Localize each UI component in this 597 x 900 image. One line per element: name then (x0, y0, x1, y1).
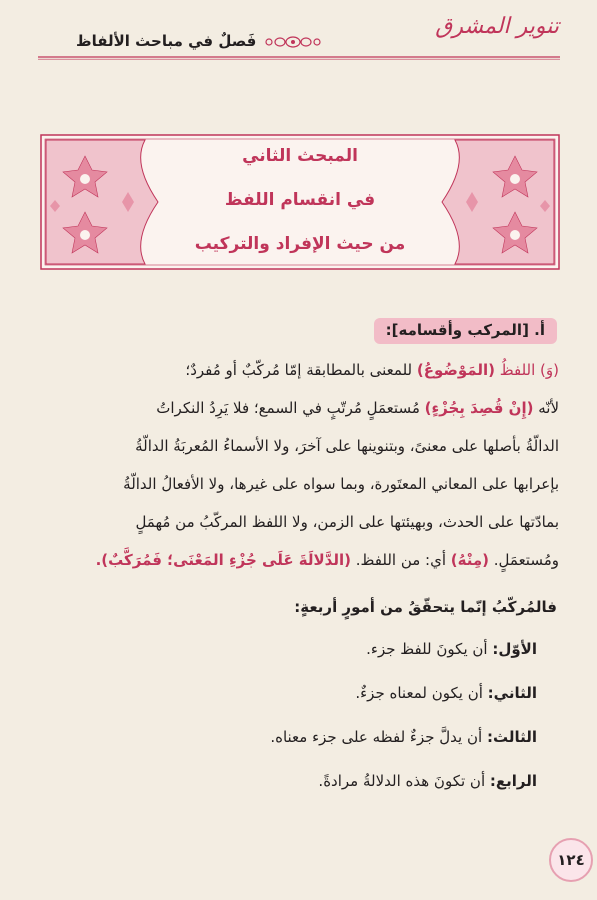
condition-text: أن يدلَّ جزءٌ لفظه على جزء معناه. (270, 728, 487, 746)
condition-item (270, 728, 537, 746)
condition-label: الثاني: (487, 684, 537, 702)
conditions-intro: فالمُركّبُ إنّما يتحقّقُ من أمورٍ أربعةٍ: (294, 598, 557, 616)
commentary-text: ومُستعمَلٍ. (489, 551, 559, 569)
matn-text: (وَ) اللفظُ (494, 361, 559, 379)
paragraph-line-2 (38, 398, 559, 418)
header-divider (38, 56, 560, 60)
condition-item (318, 772, 537, 790)
subsection-heading: أ. [المركب وأقسامه]: (374, 318, 557, 344)
condition-text: أن تكونَ هذه الدلالةُ مرادةً. (318, 772, 490, 790)
condition-label: الثالث: (486, 728, 537, 746)
commentary-text: أي: من اللفظ. (350, 551, 451, 569)
matn-text: (المَوْضُوعُ) (416, 361, 495, 379)
section-title-frame (40, 134, 560, 270)
paragraph-line-4: بإعرابها على المعاني المعتَورة، وبما سواه على غيرها، ولا الأفعالُ الدالّةُ (123, 475, 559, 493)
paragraph-line-3: الدالّةُ بأصلها على معنىً، وبتنوينها على آخرَ، ولا الأسماءُ المُعربَةُ الدالّةُ (135, 437, 559, 455)
page-number: ١٢٤ (549, 838, 593, 882)
paragraph-line-6 (38, 550, 559, 570)
chapter-title: فَصلٌ في مباحث الألفاظ (76, 32, 257, 50)
matn-text: (مِنْهُ) (450, 551, 489, 569)
condition-item (355, 684, 537, 702)
condition-item (366, 640, 537, 658)
commentary-text: مُستعمَلٍ مُرتّبٍ في السمع؛ فلا يَرِدُ النكراتُ (156, 399, 425, 417)
condition-label: الأوّل: (492, 640, 537, 658)
header-ornament-icon (262, 35, 324, 49)
condition-label: الرابع: (489, 772, 537, 790)
paragraph-line-1 (38, 360, 559, 380)
section-title-line-1: المبحث الثاني (242, 146, 358, 166)
commentary-text: لأنّه (533, 399, 559, 417)
book-title: تنوير المشرق (435, 14, 559, 39)
paragraph-line-5: بمادّتها على الحدث، وبهيئتها على الزمن، ولا اللفظ المركّبُ من مُهمَلٍ (135, 513, 559, 531)
commentary-text: للمعنى بالمطابقة إمّا مُركّبٌ أو مُفردٌ؛ (185, 361, 417, 379)
section-title-line-2: في انقسام اللفظ (224, 190, 376, 210)
condition-text: أن يكون لمعناه جزءٌ. (355, 684, 488, 702)
matn-text: (إِنْ قُصِدَ بِجُزْءٍ) (424, 399, 534, 417)
section-title-line-3: من حيث الإفراد والتركيب (194, 234, 406, 254)
condition-text: أن يكونَ للفظ جزء. (366, 640, 493, 658)
matn-text: (الدَّلالَةَ عَلَى جُزْءِ المَعْنَى؛ فَمُرَكَّبٌ). (95, 551, 351, 569)
